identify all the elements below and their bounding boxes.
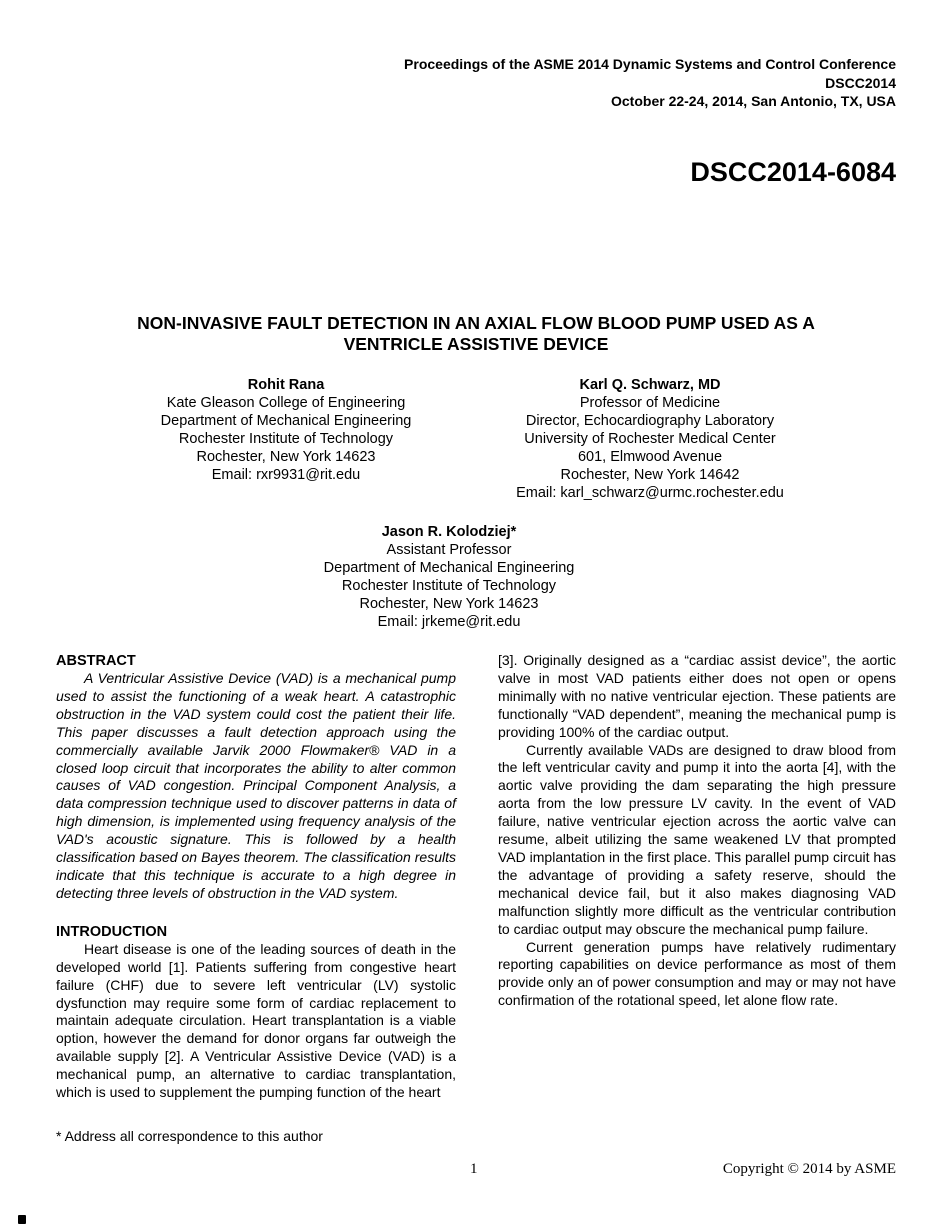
author-block-1	[136, 376, 436, 484]
body-paragraph: Current generation pumps have relatively rudimentary reporting capabilities on device performance as most of them provide only an of power consumption and may or may not have confirmation of the rotational speed, let alone flow rate.	[498, 938, 896, 1009]
paper-title-line-2: VENTRICLE ASSISTIVE DEVICE	[343, 334, 609, 354]
footnote: * Address all correspondence to this author	[56, 1128, 323, 1144]
left-column	[56, 652, 456, 1102]
author-email: Email: karl_schwarz@urmc.rochester.edu	[516, 485, 784, 501]
author-name: Rohit Rana	[247, 377, 325, 393]
author-affiliation-line: Rochester, New York 14623	[359, 596, 539, 612]
body-paragraph: [3]. Originally designed as a “cardiac assist device”, the aortic valve in most VAD patients either does not open or opens minimally with no native ventricular ejection. These patients are functionally “VAD dependent”, meaning the mechanical pump is providing 100% of the cardiac output.	[498, 652, 896, 740]
author-affiliation-line: Department of Mechanical Engineering	[323, 560, 575, 576]
introduction-text: Heart disease is one of the leading sources of death in the developed world [1]. Patients suffering from congestive heart failure (CHF) due to severe left ventricular (LV) systolic dysfunction may require some form of cardiac replacement to maintain adequate circulation. Heart transplantation is a viable option, however the demand for donor organs far outweigh the available supply [2]. A Ventricular Assistive Device (VAD) is a mechanical pump, an alternative to cardiac transplantation, which is used to supplement the pumping function of the heart	[56, 940, 456, 1101]
author-affiliation-line: Kate Gleason College of Engineering	[166, 395, 406, 411]
author-block-3	[299, 523, 599, 631]
copyright-notice: Copyright © 2014 by ASME	[722, 1161, 896, 1177]
abstract-heading: ABSTRACT	[56, 653, 136, 669]
author-name: Jason R. Kolodziej*	[381, 524, 517, 540]
author-block-2	[490, 376, 810, 502]
author-affiliation-line: Assistant Professor	[386, 542, 512, 558]
author-name: Karl Q. Schwarz, MD	[579, 377, 721, 393]
conference-acronym: DSCC2014	[825, 75, 896, 91]
author-affiliation-line: Director, Echocardiography Laboratory	[525, 413, 775, 429]
author-affiliation-line: Department of Mechanical Engineering	[160, 413, 412, 429]
body-paragraph: Currently available VADs are designed to draw blood from the left ventricular cavity and pump it into the aorta [4], with the aortic valve providing the dam separating the high pressure aorta from the low pressure LV cavity. In the event of VAD failure, native ventricular ejection across the aortic valve can resume, albeit utilizing the same weakened LV that prompted VAD implantation in the first place. This parallel pump circuit has the advantage of providing a safety reserve, should the mechanical device fail, but it also makes diagnosing VAD malfunction slightly more difficult as the ventricular contribution to cardiac output may obscure the mechanical pump failure.	[498, 741, 896, 937]
paper-id: DSCC2014-6084	[690, 157, 896, 187]
paper-title	[56, 313, 896, 355]
author-affiliation-line: Rochester Institute of Technology	[178, 431, 394, 447]
author-affiliation-line: Rochester Institute of Technology	[341, 578, 557, 594]
author-affiliation-line: Rochester, New York 14642	[560, 467, 740, 483]
author-affiliation-line: Professor of Medicine	[579, 395, 721, 411]
right-column	[498, 652, 896, 1010]
conference-name: Proceedings of the ASME 2014 Dynamic Systems and Control Conference	[404, 56, 896, 72]
paper-title-line-1: NON-INVASIVE FAULT DETECTION IN AN AXIAL FLOW BLOOD PUMP USED AS A	[137, 313, 815, 333]
author-affiliation-line: University of Rochester Medical Center	[524, 431, 776, 447]
abstract-text: A Ventricular Assistive Device (VAD) is a mechanical pump used to assist the functioning of a weak heart. A catastrophic obstruction in the VAD system could cost the patient their life. This paper discusses a fault detection approach using the commercially available Jarvik 2000 Flowmaker® VAD in a closed loop circuit that incorporates the ability to alter common causes of VAD congestion. Principal Component Analysis, a data compression technique used to discover patterns in data of high dimension, is implemented using frequency analysis of the VAD's acoustic signature. This is followed by a health classification based on Bayes theorem. The classification results indicate that this technique is accurate to a high degree in detecting three levels of obstruction in the VAD system.	[56, 670, 456, 901]
author-affiliation-line: 601, Elmwood Avenue	[577, 449, 723, 465]
author-affiliation-line: Rochester, New York 14623	[196, 449, 376, 465]
author-email: Email: jrkeme@rit.edu	[377, 614, 521, 630]
author-email: Email: rxr9931@rit.edu	[211, 467, 361, 483]
introduction-heading: INTRODUCTION	[56, 923, 168, 940]
conference-date-location: October 22-24, 2014, San Antonio, TX, USA	[611, 93, 896, 109]
page-number: 1	[470, 1161, 478, 1177]
corner-mark-icon	[18, 1215, 26, 1224]
